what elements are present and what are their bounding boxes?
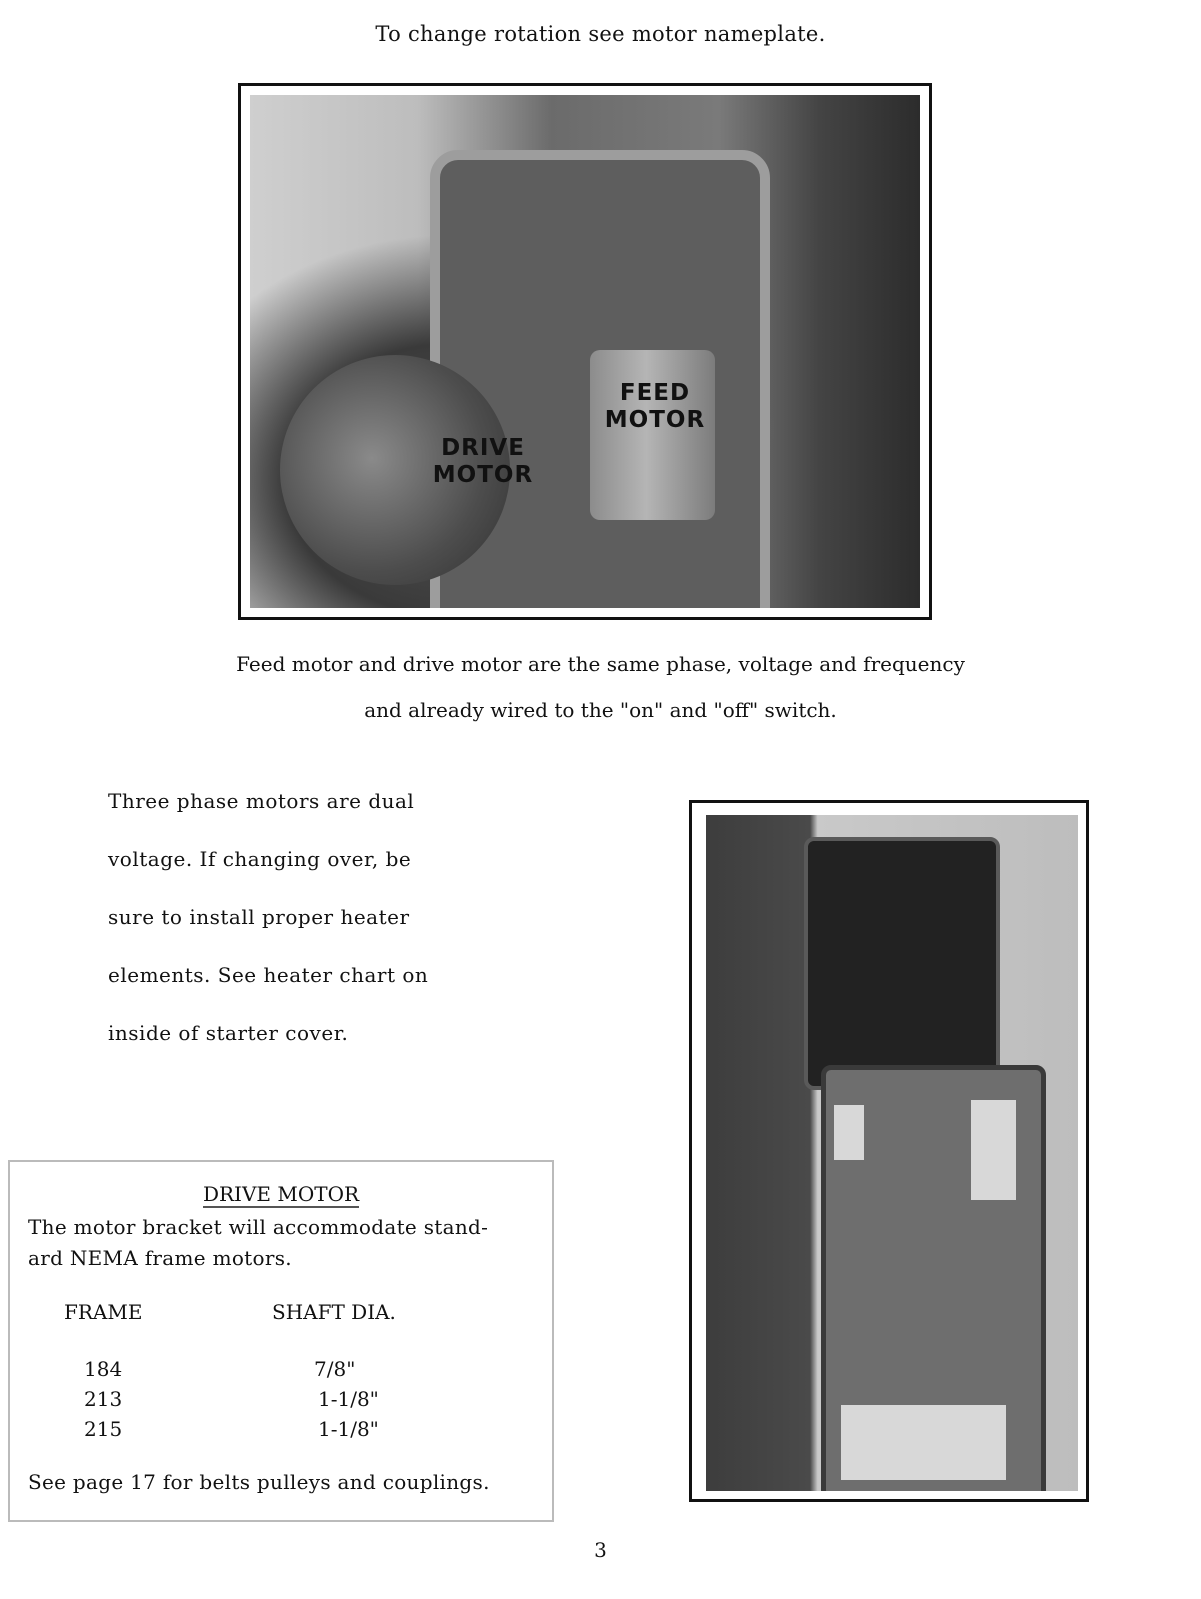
table-cell-frame: 213 bbox=[84, 1387, 123, 1411]
paragraph-line: inside of starter cover. bbox=[108, 1021, 349, 1045]
photo-planer-motors bbox=[238, 83, 932, 620]
table-cell-shaft: 7/8" bbox=[314, 1357, 356, 1381]
paragraph-line: sure to install proper heater bbox=[108, 905, 410, 929]
drive-motor-title: DRIVE MOTOR bbox=[202, 1182, 360, 1206]
cover-label-bottom bbox=[841, 1405, 1006, 1480]
feed-motor-label bbox=[595, 380, 715, 434]
photo-starter-box bbox=[689, 800, 1089, 1502]
photo-planer-motors-image bbox=[250, 95, 920, 608]
drive-motor-info-box bbox=[8, 1160, 554, 1522]
drive-motor-footer: See page 17 for belts pulleys and couplings. bbox=[28, 1470, 490, 1494]
cover-label-left bbox=[834, 1105, 864, 1160]
drive-motor-description: The motor bracket will accommodate stand- ard NEMA frame motors. bbox=[28, 1215, 489, 1270]
photo-starter-box-image bbox=[706, 815, 1078, 1491]
drive-motor-label-line1: DRIVE bbox=[441, 435, 525, 461]
caption-rotation: To change rotation see motor nameplate. bbox=[375, 22, 826, 46]
table-cell-shaft: 1-1/8" bbox=[318, 1417, 379, 1441]
table-cell-frame: 184 bbox=[84, 1357, 123, 1381]
drive-motor-label-line2: MOTOR bbox=[432, 462, 534, 488]
paragraph-line: voltage. If changing over, be bbox=[108, 847, 412, 871]
feed-motor-label-line1: FEED bbox=[619, 380, 691, 406]
feed-motor-label-line2: MOTOR bbox=[604, 407, 706, 433]
table-header-shaft-dia: SHAFT DIA. bbox=[272, 1300, 396, 1324]
table-cell-shaft: 1-1/8" bbox=[318, 1387, 379, 1411]
paragraph-line: elements. See heater chart on bbox=[108, 963, 429, 987]
drive-motor-label bbox=[428, 435, 538, 489]
cover-heater-chart bbox=[971, 1100, 1016, 1200]
paragraph-line: Three phase motors are dual bbox=[108, 789, 415, 813]
starter-cover-shape bbox=[821, 1065, 1046, 1491]
starter-enclosure-shape bbox=[804, 837, 1000, 1090]
table-cell-frame: 215 bbox=[84, 1417, 123, 1441]
caption-motors-line1: Feed motor and drive motor are the same phase, voltage and frequency bbox=[236, 652, 965, 676]
three-phase-paragraph bbox=[108, 772, 528, 1062]
page-number: 3 bbox=[594, 1538, 607, 1562]
caption-motors-line2: and already wired to the "on" and "off" switch. bbox=[364, 698, 837, 722]
feed-motor-shape bbox=[590, 350, 715, 520]
table-header-frame: FRAME bbox=[64, 1300, 143, 1324]
